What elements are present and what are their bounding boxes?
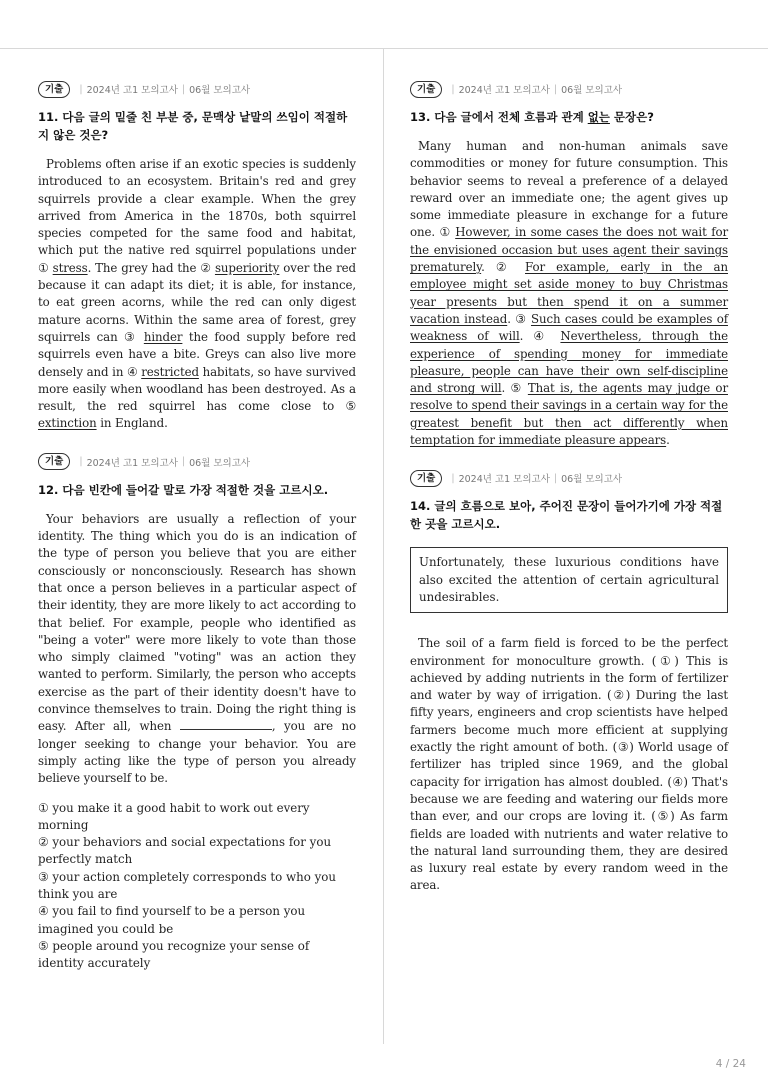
- q13-text: Many human and non-human animals save commodities or money for future consumption. This behavior seems to reveal a preference of a delayed reward over an immediate one; the agent gives up some immediate pleasure in exchange for a future one. ①: [410, 139, 728, 240]
- q13-underline-5: That is, the agents may judge or resolve to spend their savings in a certain way for the greatest benefit but then act differently when temptation for immediate pleasure appears: [410, 381, 728, 448]
- q12-source-month: 06월 모의고사: [189, 457, 251, 469]
- separator: |: [79, 456, 83, 468]
- q11-underline-1: stress: [52, 260, 88, 275]
- page-number: 4 / 24: [715, 1058, 746, 1070]
- q14-given-sentence: Unfortunately, these luxurious conditions have also excited the attention of certain agricultural undesirables.: [410, 547, 728, 613]
- separator: |: [181, 83, 186, 95]
- q11-title: 11. 다음 글의 밑줄 친 부분 중, 문맥상 낱말의 쓰임이 적절하지 않은 것은?: [38, 110, 348, 142]
- q11-text: habitats, so have survived more easily when woodland has been destroyed. As a result, the red squirrel has come close to ⑤: [38, 364, 356, 414]
- q13-badge: 기출: [410, 81, 442, 98]
- q13-title: [410, 108, 728, 126]
- q11-source-row: [38, 80, 356, 98]
- q12-text: , you are no longer seeking to change your behavior. You are simply acting like the type of person you already believe yourself to be.: [38, 719, 356, 786]
- q13-text: .: [666, 433, 670, 448]
- q12-title: 12. 다음 빈칸에 들어갈 말로 가장 적절한 것을 고르시오.: [38, 482, 329, 497]
- q14-source-month: 06월 모의고사: [561, 474, 623, 486]
- q11-underline-2: superiority: [214, 260, 280, 275]
- q13-underline-3: Such cases could be examples of weakness of will: [410, 311, 728, 344]
- q14-title: 14. 글의 흐름으로 보아, 주어진 문장이 들어가기에 가장 적절한 곳을 고르시오.: [410, 499, 723, 532]
- q14-badge: 기출: [410, 470, 442, 487]
- q11-badge: 기출: [38, 81, 70, 98]
- q12-option-2[interactable]: ② your behaviors and social expectations for you perfectly match: [38, 835, 332, 867]
- q12-option-4[interactable]: ④ you fail to find yourself to be a person you imagined you could be: [38, 904, 306, 936]
- q13-text: . ③: [507, 311, 531, 326]
- separator: |: [553, 83, 558, 95]
- q14-passage: The soil of a farm field is forced to be the perfect environment for monoculture growth. (①) This is achieved by adding nutrients in the form of fertilizer and water by way of irrigation. (②) During the last fifty years, engineers and crop scientists have helped farmers become much more efficient at supplying exactly the right amount of both. (③) World usage of fertilizer has tripled since 1969, and the global capacity for irrigation has almost doubled. (④) That's because we are feeding and watering our fields more than ever, and our crops are loving it. (⑤) As farm fields are loaded with nutrients and water relative to the natural land surrounding them, they are desired as luxury real estate by every random weed in the area.: [410, 636, 728, 893]
- separator: |: [451, 83, 455, 95]
- separator: |: [451, 472, 455, 484]
- q11-text: in England.: [96, 416, 168, 431]
- q13-underline-2: For example, early in the an employee might set aside money to buy Christmas year presents but then spend it on a summer vacation instead: [410, 260, 728, 326]
- q11-passage: [38, 156, 356, 433]
- q13-title-text: 13. 다음 글에서 전체 흐름과 관계: [410, 110, 588, 124]
- q11-source-year: 2024년 고1 모의고사: [86, 85, 178, 96]
- q12-badge: 기출: [38, 453, 70, 470]
- q13-source-month: 06월 모의고사: [561, 85, 623, 96]
- q13-text: . ④: [519, 329, 561, 344]
- separator: |: [181, 456, 186, 468]
- separator: |: [79, 83, 83, 95]
- q13-text: . ②: [481, 260, 526, 275]
- q12-blank: [180, 718, 272, 730]
- q12-options: [38, 800, 356, 973]
- q12-source-row: [38, 453, 356, 471]
- q13-text: . ⑤: [501, 381, 528, 396]
- q12-option-3[interactable]: ③ your action completely corresponds to who you think you are: [38, 869, 336, 901]
- q13-title-text: 문장은?: [609, 110, 654, 124]
- q13-passage: [410, 138, 728, 449]
- q11-text: Problems often arise if an exotic species is suddenly introduced to an ecosystem. Britain's red and grey squirrels provide a clear example. When the grey arrived from America in the 1870s, both squirrel species competed for the same food and habitat, which put the native red squirrel populations under ①: [38, 157, 356, 275]
- q14-source-year: 2024년 고1 모의고사: [458, 474, 550, 486]
- header-rule: [0, 48, 768, 49]
- q11-text: the food supply before red squirrels even have a bite. Greys can also live more densely and in ④: [38, 329, 357, 379]
- q12-passage: [38, 511, 356, 788]
- q11-underline-4: restricted: [141, 364, 199, 379]
- q12-text: Your behaviors are usually a reflection of your identity. The thing which you do is an indication of the type of person you believe that you are either consciously or nonconsciously. Research has shown that once a person believes in a particular aspect of their identity, they are more likely to act according to that belief. For example, people who identified as "being a voter" were more likely to vote than those who simply claimed "voting" was an action they wanted to perform. Similarly, the person who accepts exercise as the part of their identity doesn't have to convince themselves to train. Doing the right thing is easy. After all, when: [38, 511, 356, 734]
- q12-source-year: 2024년 고1 모의고사: [86, 457, 178, 469]
- q13-title-underline: 없는: [587, 110, 610, 124]
- q11-underline-3: hinder: [143, 329, 183, 344]
- q13-underline-4: Nevertheless, through the experience of spending money for immediate pleasure, people can have their own self-discipline and strong will: [410, 329, 728, 396]
- right-column: [410, 80, 728, 895]
- q11-text: over the red because it can adapt its diet; it is able, for instance, to eat green acorns, while the red can only digest mature acorns. Within the same area of forest, grey squirrels can ③: [38, 260, 356, 344]
- column-divider: [383, 49, 384, 1044]
- q12-option-1[interactable]: ① you make it a good habit to work out every morning: [38, 800, 310, 832]
- q11-source-month: 06월 모의고사: [189, 85, 251, 96]
- separator: |: [553, 472, 558, 484]
- left-column: [38, 80, 356, 972]
- q13-underline-1: However, in some cases the does not wait for the envisioned occasion but uses agent their savings prematurely: [410, 225, 728, 275]
- q11-underline-5: extinction: [38, 416, 97, 431]
- q11-text: . The grey had the ②: [87, 260, 215, 275]
- q13-source-row: [410, 80, 728, 98]
- q12-option-5[interactable]: ⑤ people around you recognize your sense of identity accurately: [38, 938, 310, 971]
- q14-source-row: [410, 469, 728, 487]
- q13-source-year: 2024년 고1 모의고사: [458, 85, 550, 96]
